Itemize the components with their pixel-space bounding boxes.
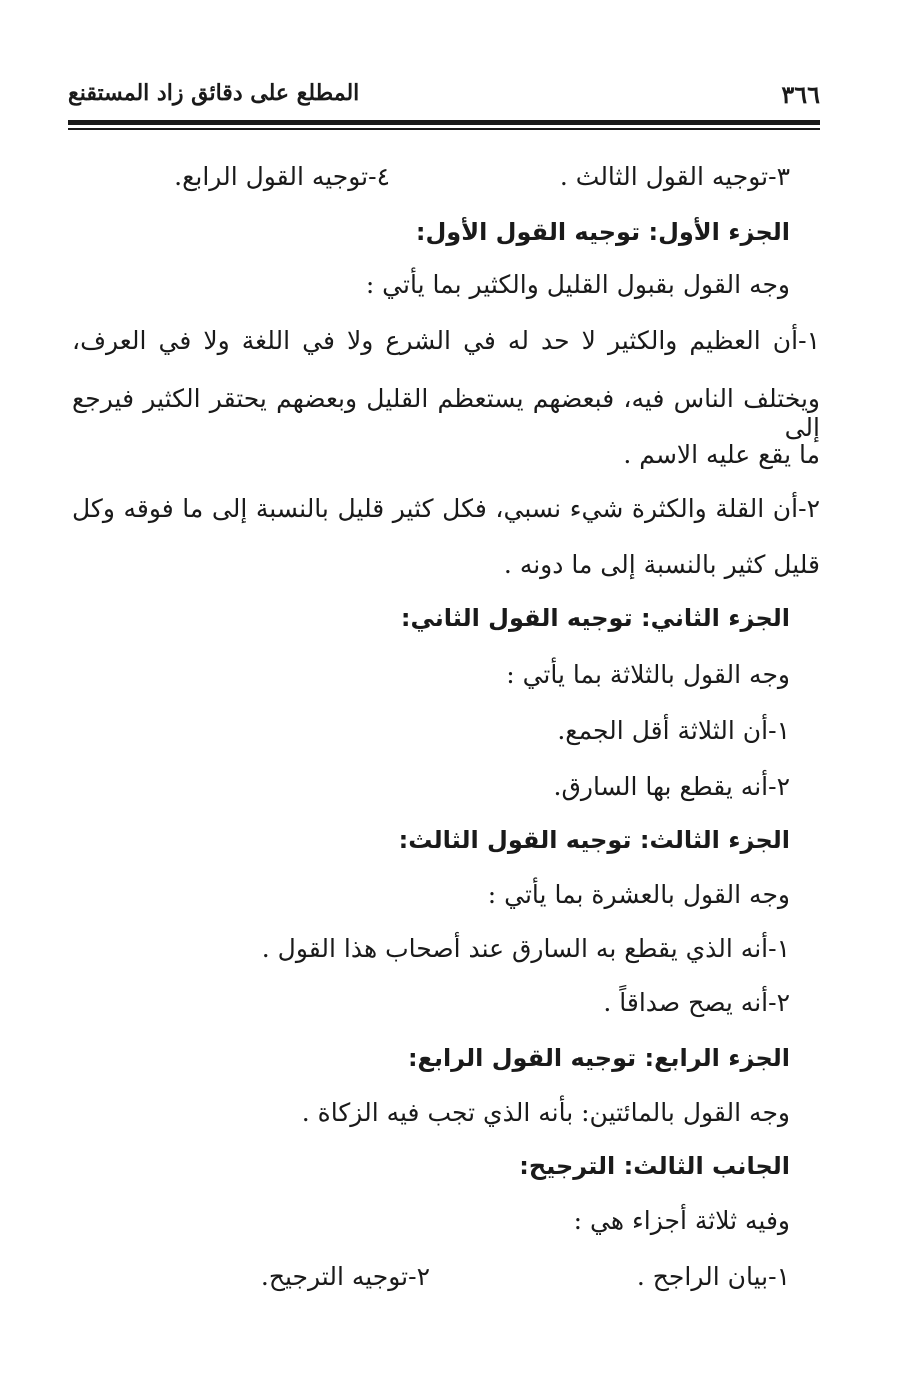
- paragraph-intro-2: وجه القول بالثلاثة بما يأتي :: [506, 660, 790, 689]
- page-number: ٣٦٦: [781, 80, 820, 109]
- header-rule-thick: [68, 120, 820, 125]
- section-heading-part-4: الجزء الرابع: توجيه القول الرابع:: [407, 1044, 790, 1072]
- list-item-4: ٤-توجيه القول الرابع.: [174, 162, 390, 191]
- section-heading-preference: الجانب الثالث: الترجيح:: [519, 1152, 790, 1180]
- section-heading-part-2: الجزء الثاني: توجيه القول الثاني:: [400, 604, 790, 632]
- paragraph-intro-4: وجه القول بالمائتين: بأنه الذي تجب فيه الزكاة .: [301, 1098, 790, 1127]
- page-header: [68, 80, 820, 116]
- paragraph-line: ١-أن العظيم والكثير لا حد له في الشرع ولا في اللغة ولا في العرف،: [72, 326, 820, 355]
- paragraph-intro-3: وجه القول بالعشرة بما يأتي :: [487, 880, 790, 909]
- list-row-final: [130, 1262, 790, 1302]
- list-row-3-4: [130, 162, 790, 202]
- paragraph-line: ما يقع عليه الاسم .: [623, 440, 820, 469]
- list-item-3: ٣-توجيه القول الثالث .: [559, 162, 790, 191]
- header-rule-thin: [68, 128, 820, 130]
- list-item-2: ٢-توجيه الترجيح.: [260, 1262, 430, 1291]
- paragraph-line: ٢-أن القلة والكثرة شيء نسبي، فكل كثير قليل بالنسبة إلى ما فوقه وكل: [72, 494, 820, 523]
- section-heading-part-3: الجزء الثالث: توجيه القول الثالث:: [398, 826, 790, 854]
- paragraph-intro-1: وجه القول بقبول القليل والكثير بما يأتي :: [365, 270, 790, 299]
- paragraph-intro-5: وفيه ثلاثة أجزاء هي :: [573, 1206, 790, 1235]
- paragraph-line: ويختلف الناس فيه، فبعضهم يستعظم القليل وبعضهم يحتقر الكثير فيرجع إلى: [72, 384, 820, 442]
- list-item: ١-أن الثلاثة أقل الجمع.: [557, 716, 790, 745]
- list-item: ٢-أنه يصح صداقاً .: [603, 988, 790, 1017]
- section-heading-part-1: الجزء الأول: توجيه القول الأول:: [415, 218, 790, 246]
- running-title: المطلع على دقائق زاد المستقنع: [68, 80, 360, 106]
- list-item: ٢-أنه يقطع بها السارق.: [553, 772, 790, 801]
- paragraph-line: قليل كثير بالنسبة إلى ما دونه .: [503, 550, 820, 579]
- list-item-1: ١-بيان الراجح .: [636, 1262, 790, 1291]
- list-item: ١-أنه الذي يقطع به السارق عند أصحاب هذا القول .: [261, 934, 790, 963]
